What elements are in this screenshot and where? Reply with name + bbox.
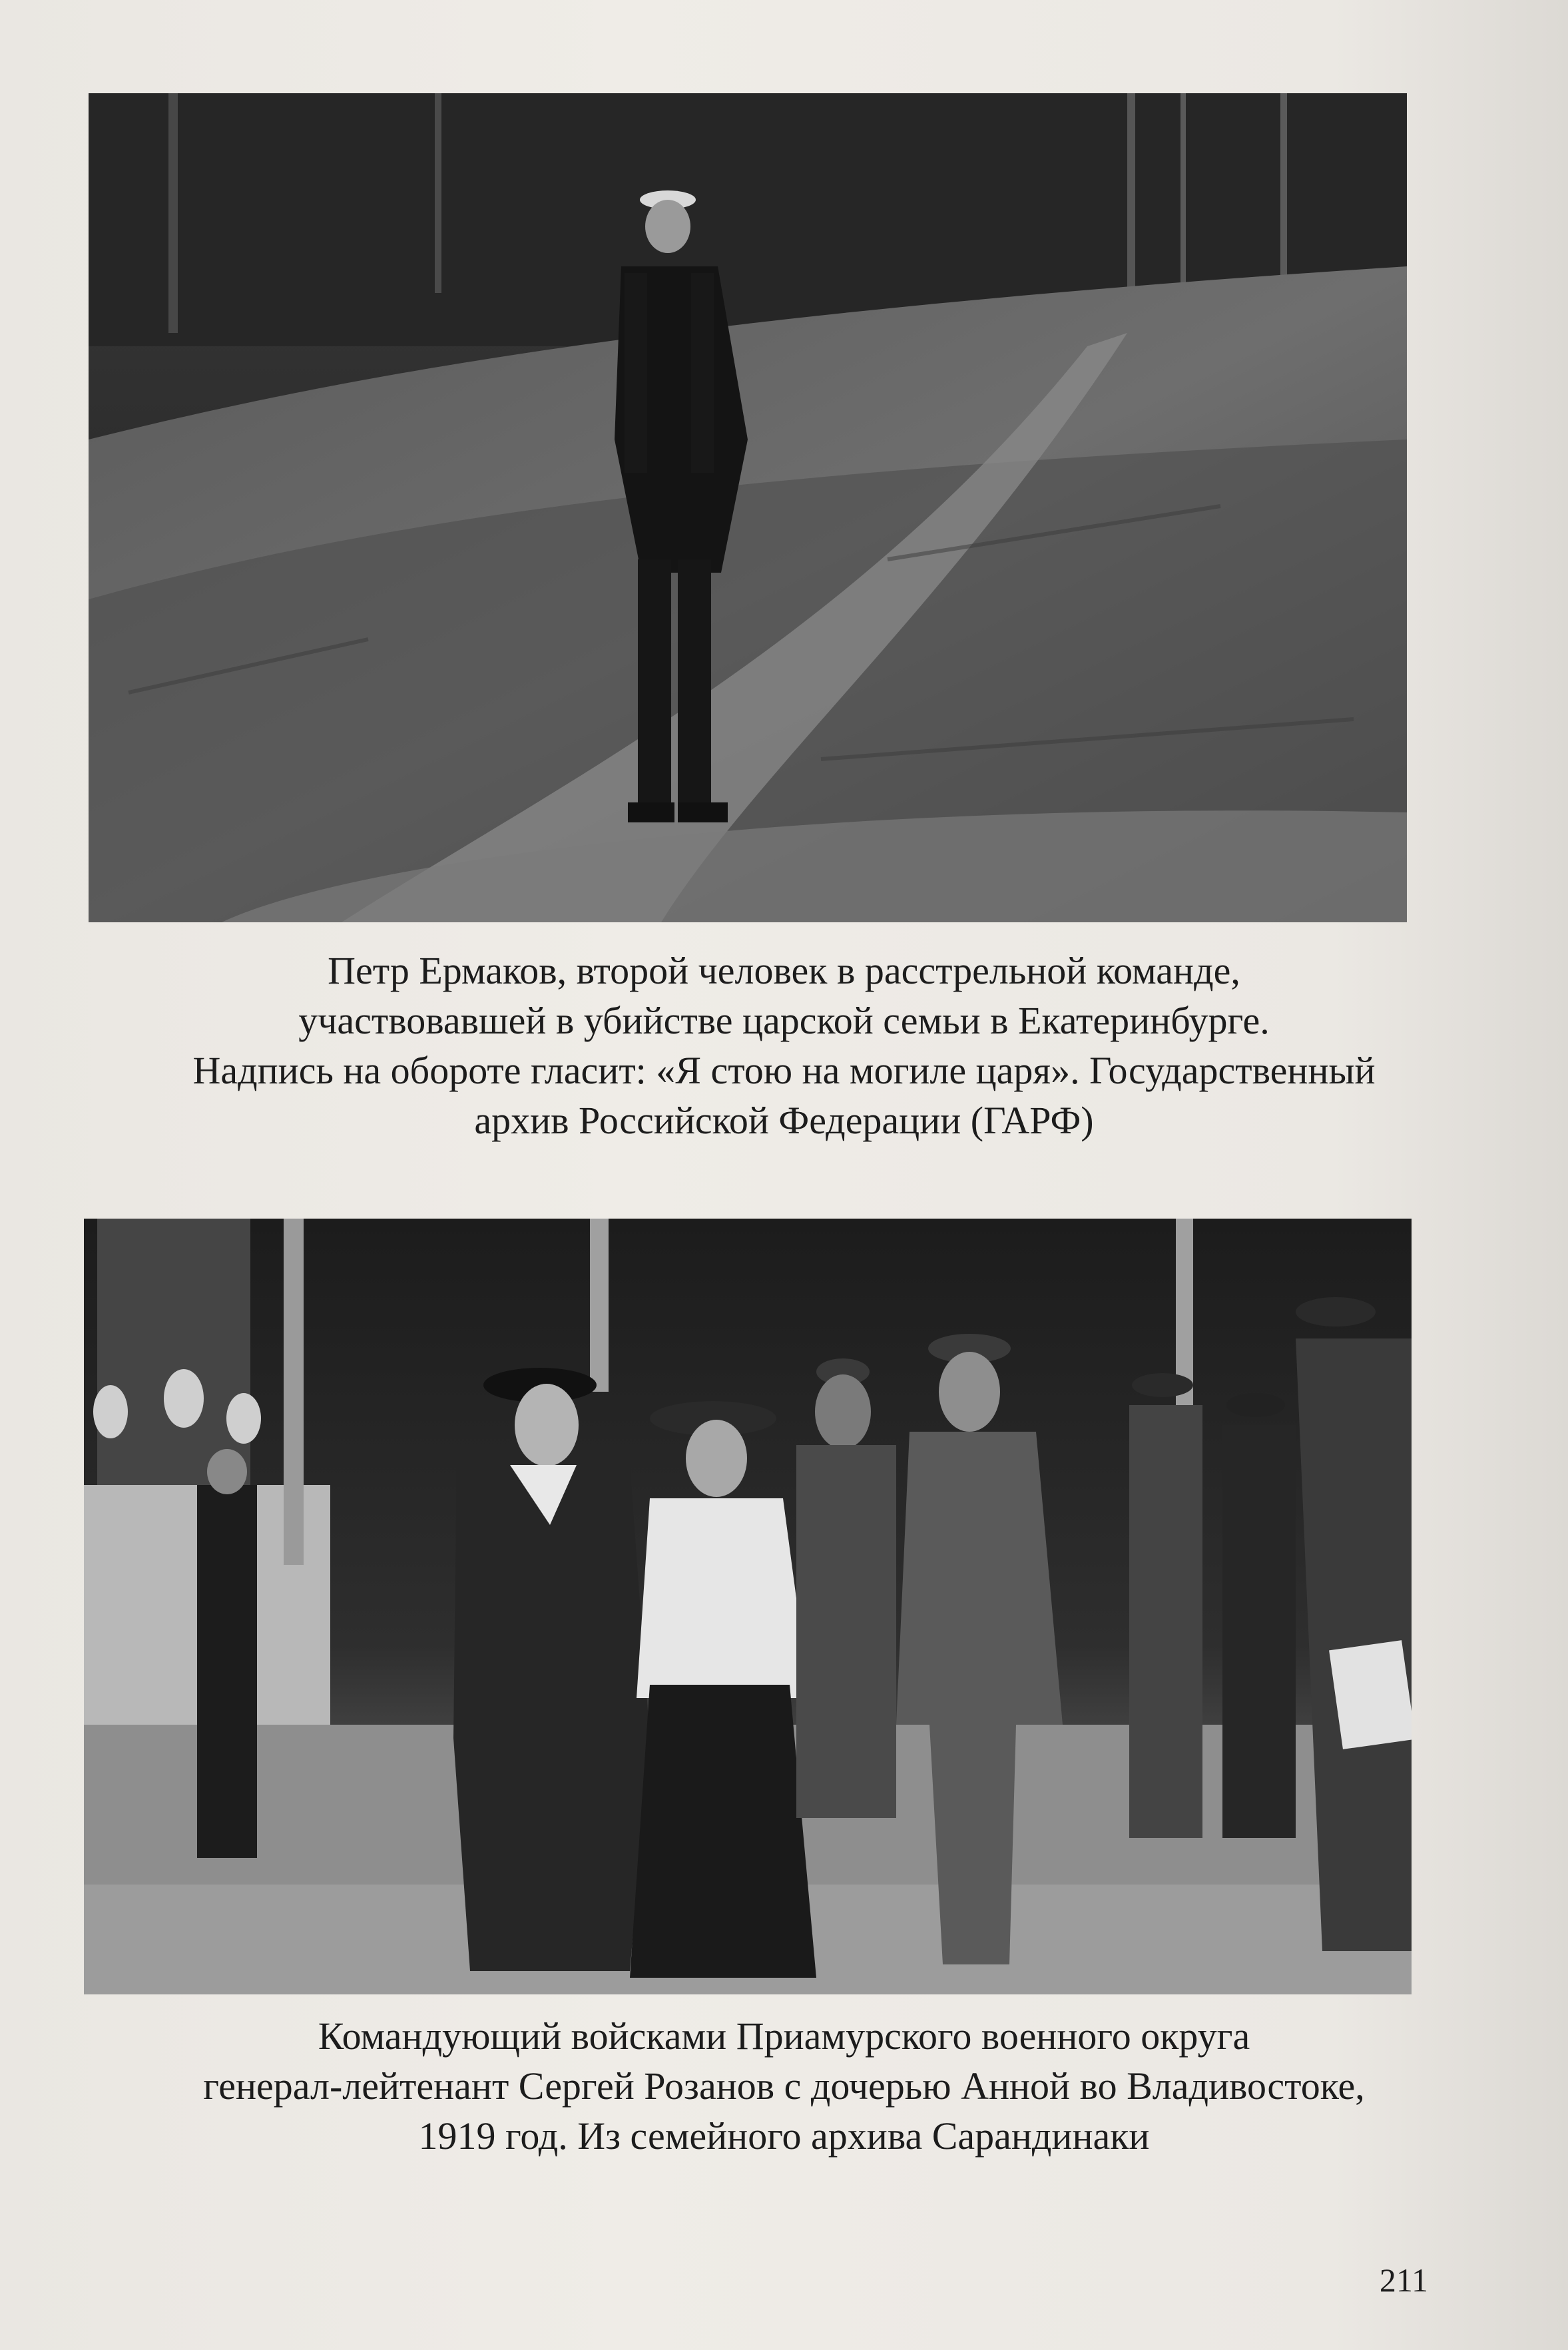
caption-line: архив Российской Федерации (ГАРФ): [474, 1099, 1094, 1142]
caption-line: Командующий войсками Приамурского военного округа: [318, 2014, 1250, 2058]
photo-rozanov: [84, 1219, 1412, 1994]
caption-line: Надпись на обороте гласит: «Я стою на могиле царя». Государственный: [192, 1049, 1376, 1092]
caption-line: участвовавшей в убийстве царской семьи в Екатеринбурге.: [298, 999, 1270, 1042]
photo-ermakov-on-path-icon: [89, 93, 1407, 922]
caption-bottom: [0, 2011, 1568, 2161]
caption-top: [0, 946, 1568, 1145]
page-number: 211: [1379, 2261, 1428, 2299]
photo-ermakov: [89, 93, 1407, 922]
photo-rozanov-and-daughter-icon: [84, 1219, 1412, 1994]
caption-line: генерал-лейтенант Сергей Розанов с дочерью Анной во Владивостоке,: [203, 2064, 1365, 2108]
caption-line: 1919 год. Из семейного архива Сарандинаки: [418, 2114, 1150, 2158]
caption-line: Петр Ермаков, второй человек в расстрельной команде,: [328, 949, 1240, 992]
